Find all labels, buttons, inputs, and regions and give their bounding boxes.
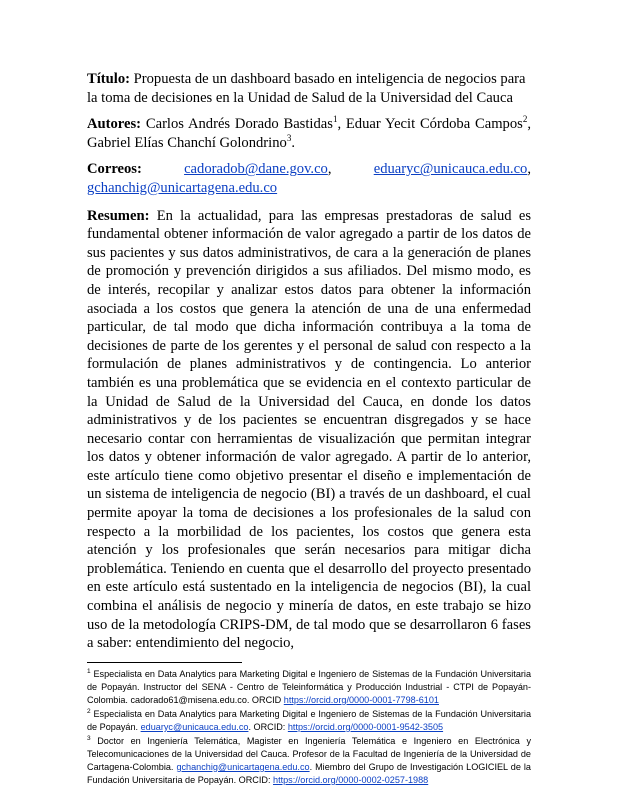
- authors-label: Autores:: [87, 116, 142, 133]
- footnote-1-text: Especialista en Data Analytics para Marketing Digital e Ingeniero de Sistemas de la Fundación Universitaria de Popayán. Instructor del SENA - Centro de Teleinformática y Producción Industrial - CTPI de Popayán-Colombia. cadorado61@misena.edu.co. ORCID: [87, 668, 532, 705]
- author-separator-3: .: [291, 134, 295, 151]
- footnote-2: [87, 708, 531, 734]
- author-footnote-mark-1[interactable]: 1: [332, 114, 338, 125]
- email-link-2[interactable]: eduaryc@unicauca.edu.co: [373, 161, 528, 178]
- author-separator-1: ,: [337, 116, 346, 133]
- title-paragraph: [87, 70, 531, 107]
- author-name-2: Eduar Yecit Córdoba Campos: [345, 116, 523, 133]
- title-label: Título:: [87, 71, 130, 87]
- author-name-1: Carlos Andrés Dorado Bastidas: [145, 116, 333, 133]
- emails-first-line: [87, 160, 531, 179]
- footnote-1-orcid-link[interactable]: https://orcid.org/0000-0001-7798-6101: [283, 694, 439, 705]
- footnote-3-orcid-link[interactable]: https://orcid.org/0000-0002-0257-1988: [273, 774, 429, 785]
- footnote-mark-3: 3: [87, 734, 91, 742]
- email-separator-1: ,: [327, 161, 332, 178]
- email-item-2: [374, 160, 531, 179]
- email-separator-2: ,: [527, 161, 531, 178]
- abstract-label: Resumen:: [87, 207, 150, 224]
- footnote-3-mid: . Miembro del Grupo de Investigación LOGICIEL de la Fundación Universitaria de Popayán. ORCID:: [87, 761, 531, 785]
- email-link-1[interactable]: cadoradob@dane.gov.co: [184, 161, 328, 178]
- emails-label: Correos:: [87, 161, 142, 178]
- author-footnote-mark-2[interactable]: 2: [522, 114, 528, 125]
- emails-paragraph: [87, 160, 531, 197]
- authors-paragraph: [87, 115, 531, 152]
- footnote-2-text: Especialista en Data Analytics para Marketing Digital e Ingeniero de Sistemas de la Fundación Universitaria de Popayán.: [87, 708, 532, 732]
- footnote-2-orcid-link[interactable]: https://orcid.org/0000-0001-9542-3505: [287, 721, 444, 732]
- footnote-3-email-link[interactable]: gchanchig@unicartagena.edu.co: [176, 761, 310, 772]
- footnote-3-text: Doctor en Ingeniería Telemática, Magister en Ingeniería Telemática e Ingeniero en Electrónica y Telecomunicaciones de la Universidad del Cauca. Profesor de la Facultad de Ingeniería de la Universidad de Cartagena-Colombia.: [87, 735, 531, 772]
- footnotes: [87, 668, 531, 787]
- author-separator-2: ,: [527, 116, 531, 133]
- email-link-3[interactable]: gchanchig@unicartagena.edu.co: [87, 179, 278, 196]
- footnote-mark-1: 1: [87, 667, 91, 675]
- abstract-paragraph: [87, 207, 531, 653]
- footnote-3: [87, 735, 531, 787]
- footnote-mark-2: 2: [87, 707, 91, 715]
- emails-second-line: [87, 179, 531, 198]
- footnote-2-email-link[interactable]: eduaryc@unicauca.edu.co: [140, 721, 249, 732]
- title-text: Propuesta de un dashboard basado en inteligencia de negocios para la toma de decisiones en la Unidad de Salud de la Universidad del Cauca: [87, 71, 526, 106]
- abstract-text: En la actualidad, para las empresas prestadoras de salud es fundamental obtener información de valor agregado a partir de los datos de sus pacientes y sus datos administrativos, de cara a la generación de planes de promoción y prevención dirigidos a sus afiliados. Del mismo modo, es de interés, recopilar y analizar estos datos para obtener la información asociada a los costos que genera la atención de una de una enfermedad particular, de tal modo que dicha información contribuya a la toma de decisiones de parte de los gerentes y el personal de salud con respecto a la formulación de planes administrativos y de contingencia. Lo anterior también es una problemática que se evidencia en el contexto particular de la Unidad de Salud de la Universidad del Cauca, en donde los datos administrativos y de los pacientes se encuentran disgregados y se hace necesario contar con herramientas de visualización que permitan integrar los datos y obtener información de valor agregado. A partir de lo anterior, este artículo tiene como objetivo presentar el diseño e implementación de un sistema de inteligencia de negocio (BI) a través de un dashboard, el cual permite apoyar la toma de decisiones a los profesionales de la salud con respecto a la morbilidad de los pacientes, los costos que genera esta atención y los profesionales que serán necesarios para mitigar dicha problemática. Teniendo en cuenta que el desarrollo del proyecto presentado en este artículo está sustentado en la inteligencia de negocios (BI), la cual combina el análisis de negocio y minería de datos, en este trabajo se hizo uso de la metodología CRIPS-DM, de tal modo que se desarrollaron 6 fases a saber: entendimiento del negocio,: [87, 207, 531, 652]
- email-item-1: [184, 160, 331, 179]
- author-name-3: Gabriel Elías Chanchí Golondrino: [87, 134, 287, 151]
- footnote-1: [87, 668, 531, 707]
- author-footnote-mark-3[interactable]: 3: [286, 132, 292, 143]
- footnote-2-mid: . ORCID:: [248, 721, 288, 732]
- document-page: [87, 70, 531, 788]
- footnote-divider: [87, 662, 242, 663]
